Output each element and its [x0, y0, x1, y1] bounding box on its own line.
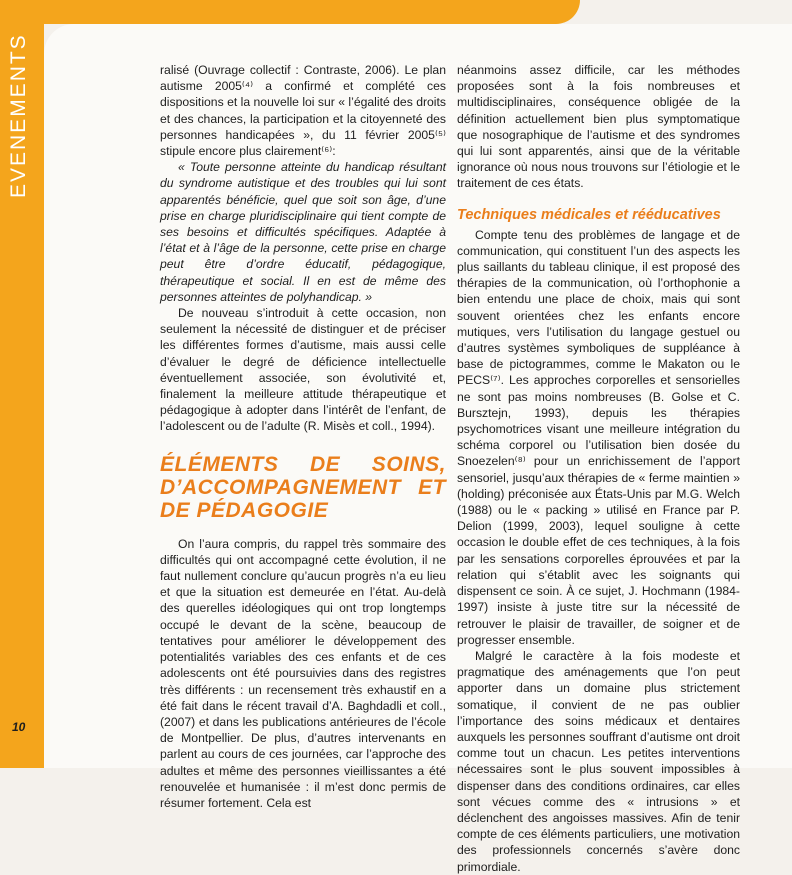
- subsection-heading: Techniques médicales et rééducatives: [457, 206, 721, 223]
- paragraph: Malgré le caractère à la fois modeste et pragmatique des aménagements que l’on peut apporter dans un domaine plus strictement somatique, il convient de ne pas oublier l’importance des soins médicaux et dentaires auxquels les personnes souffrant d’autisme ont droit comme tout un chacun. Les petites interventions nécessaires sont le plus souvent impossibles à dispenser dans des conditions ordinaires, car elles sont vécues comme des « intrusions » et déclenchent des angoisses massives. Afin de tenir compte de ces éléments particuliers, une motivation des professionnels concernés s’avère donc primordiale.: [457, 648, 740, 874]
- paragraph: néanmoins assez difficile, car les méthodes proposées sont à la fois nombreuses et multidisciplinaires, conséquence obligée de la définition actuellement bien plus symptomatique que nosographique de l’autisme et des syndromes qui lui sont apparentés, ainsi que de la véritable ignorance où nous nous trouvons sur l’étiologie et le traitement de ces états.: [457, 63, 740, 191]
- paragraph: ralisé (Ouvrage collectif : Contraste, 2006). Le plan autisme 2005⁽⁴⁾ a confirmé et complété ces dispositions et la nouvelle loi sur « l’égalité des droits et des chances, la participation et la citoyenneté des personnes handicapées », du 11 février 2005⁽⁵⁾ stipule encore plus clairement⁽⁶⁾:: [160, 63, 446, 159]
- section-label: EVENEMENTS: [7, 33, 30, 198]
- page-number: 10: [12, 720, 26, 734]
- legal-quote: « Toute personne atteinte du handicap résultant du syndrome autistique et des troubles qui lui sont apparentés bénéficie, quel que soit son âge, d’une prise en charge pluridisciplinaire qui tient compte de ses besoins et difficultés spécifiques. Adaptée à l’état et à l’âge de la personne, cette prise en charge peut être d’ordre éducatif, pédagogique, thérapeutique et social. Il en est de même des personnes atteintes de polyhandicap. »: [160, 160, 446, 304]
- paragraph: On l’aura compris, du rappel très sommaire des difficultés qui ont accompagné cette évolution, il ne faut nullement conclure qu’aucun progrès n’a eu lieu et que la situation est demeurée en l’état. Au-delà des querelles idéologiques qui ont trop longtemps occupé le devant de la scène, beaucoup de tentatives pour améliorer le développement des potentialités variables des ces enfants et de ces adolescents ont été poursuivies dans des registres très différents : un recensement très exhaustif en a été fait dans le récent travail d’A. Baghdadli et coll., (2007) et dans les publications antérieures de l’école de Montpellier. De plus, d’autres intervenants en parlent au cours de ces journées, car l’approche des adultes et même des personnes vieillissantes a été renouvelée et humanisée : il m’est donc permis de résumer fortement. Cela est: [160, 536, 446, 810]
- paragraph: De nouveau s’introduit à cette occasion, non seulement la nécessité de distinguer et de préciser les différentes formes d’autisme, mais aussi celle d’évaluer le degré de déficience intellectuelle éventuellement associée, son évolutivité et, finalement la meilleure attitude thérapeutique et pédagogique à adopter dans l’intérêt de l’enfant, de l’adolescent ou de l’adulte (R. Misès et coll., 1994).: [160, 306, 446, 434]
- right-column: [457, 62, 740, 875]
- header-band: [0, 0, 580, 24]
- left-column: [160, 62, 446, 811]
- section-heading: ÉLÉMENTS DE SOINS, D’ACCOMPAGNEMENT ET DE PÉDAGOGIE: [160, 452, 446, 522]
- paragraph: Compte tenu des problèmes de langage et de communication, qui constituent l’un des aspects les plus saillants du tableau clinique, il est proposé des thérapies de la communication, où l’orthophonie a bien entendu une place de choix, mais qui sont souvent orientées chez les enfants encore mutiques, vers l’utilisation du langage gestuel ou d’autres systèmes symboliques de suppléance à base de pictogrammes, comme le Makaton ou le PECS⁽⁷⁾. Les approches corporelles et sensorielles ne sont pas moins nombreuses (B. Golse et C. Bursztejn, 1993), depuis les thérapies psychomotrices visant une meilleure intégration du schéma corporel ou l’utilisation bien dosée du Snoezelen⁽⁸⁾ pour un enrichissement de l’apport sensoriel, jusqu’aux thérapies de « ferme maintien » (holding) préconisée aux États-Unis par M.G. Welch (1988) ou le « packing » utilisé en France par P. Delion (1999, 2003), lequel souligne à cette occasion le double effet de ces techniques, à la fois par les sensations corporelles éprouvées et par la relation qui s’établit avec les soignants qui dispensent ce soin. À ce sujet, J. Hochmann (1984-1997) insiste à juste titre sur la nécessité de retrouver le plaisir de travailler, de soigner et de progresser ensemble.: [457, 227, 740, 647]
